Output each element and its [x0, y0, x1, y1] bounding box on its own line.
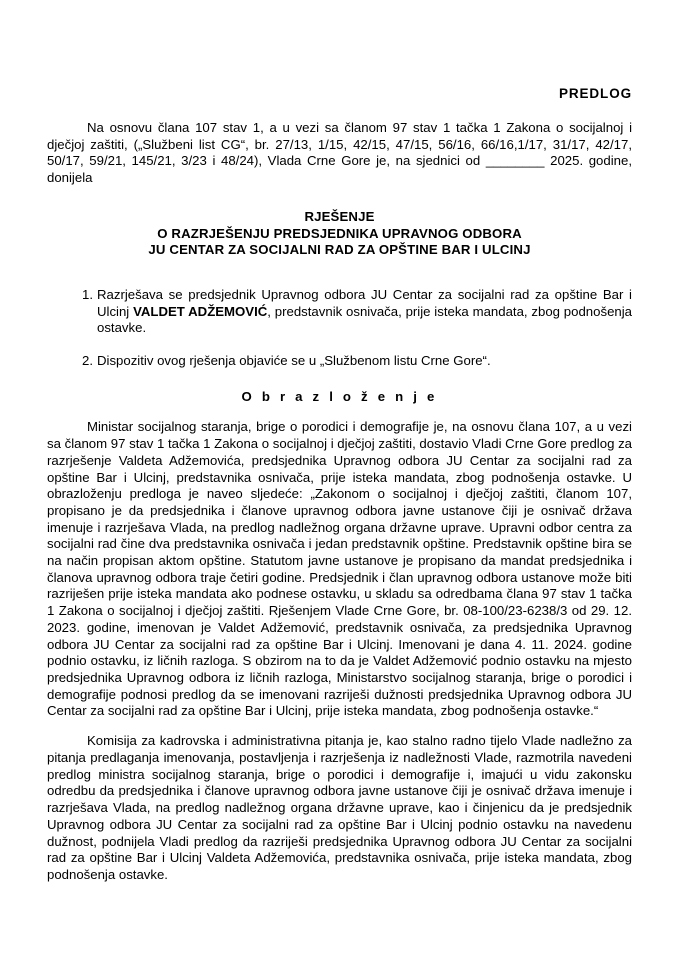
title-line-1: RJEŠENJE: [304, 208, 375, 224]
document-content: [47, 0, 632, 897]
list-item-marker: 1.: [82, 286, 93, 302]
list-item-text-after: , predstavnik osnivača, prije isteka mandata, zbog podnošenja ostavke.: [97, 303, 632, 336]
explanation-paragraph-2: Komisija za kadrovska i administrativna pitanja je, kao stalno radno tijelo Vlade nadležno za pitanja predlaganja imenovanja, postavljenja i razrješenja iz nadležnosti Vlade, razmotrila navedeni predlog ministra socijalnog staranja, brige o porodici i demografije i, imajući u vidu zakonsku odredbu da predsjednika i članove upravnog odbora javne ustanove čiji je osnivač država imenuje i razrješava Vlada, na predlog nadležnog organa državne uprave, kao i činjenicu da je predsjednik Upravnog odbora JU Centar za socijalni rad za opštine Bar i Ulcinj podnio ostavku na navedenu dužnost, podnijela Vladi predlog da razriješi predsjednika Upravnog odbora JU Centar za socijalni rad za opštine Bar i Ulcinj Valdeta Adžemovića, predstavnika osnivača, prije isteka mandata, zbog podnošenja ostavke.: [47, 733, 632, 882]
explanation-paragraph-1: Ministar socijalnog staranja, brige o porodici i demografije je, na osnovu člana 107, a u vezi sa članom 97 stav 1 tačka 1 Zakona o socijalnoj i dječjoj zaštiti, dostavio Vladi Crne Gore predlog za razrješenje Valdeta Adžemovića, predsjednika Upravnog odbora JU Centar za socijalni rad za opštine Bar i Ulcinj, predstavnika osnivača, prije isteka mandata, zbog podnošenja ostavke. U obrazloženju predloga je naveo sljedeće: „Zakonom o socijalnoj i dječjoj zaštiti, članom 107, propisano je da predsjednika i članove upravnog odbora javne ustanove čiji je osnivač država imenuje i razrješava Vlada, na predlog nadležnog organa državne uprave. Upravni odbor centra za socijalni rad čine dva predstavnika osnivača i jedan predstavnik opštine. Predstavnik opštine bira se na način propisan aktom opštine. Statutom javne ustanove je propisano da mandat predsjednika i članova upravnog odbora traje četiri godine. Predsjednik i član upravnog odbora ustanove može biti razriješen prije isteka mandata ako podnese ostavku, u skladu sa odredbama člana 97 stav 1 tačka 1 Zakona o socijalnoj i dječjoj zaštiti. Rješenjem Vlade Crne Gore, br. 08-100/23-6238/3 od 29. 12. 2023. godine, imenovan je Valdet Adžemović, predstavnik osnivača, za predsjednika Upravnog odbora JU Centar za socijalni rad za opštine Bar i Ulcinj. Imenovani je dana 4. 11. 2024. godine podnio ostavku, iz ličnih razloga. S obzirom na to da je Valdet Adžemović podnio ostavku na mjesto predsjednika Upravnog odbora iz ličnih razloga, Ministarstvo socijalnog staranja, brige o porodici i demografije podnosi predlog da se imenovani razriješi dužnosti predsjednika Upravnog odbora JU Centar za socijalni rad za opštine Bar i Ulcinj, prije isteka mandata, zbog podnošenja ostavke.“: [47, 419, 632, 719]
document-title: [47, 209, 632, 259]
list-item-text-before: Razrješava se predsjednik Upravnog odbora JU Centar za socijalni rad za opštine Bar i Ulcinj: [97, 286, 632, 319]
list-item-marker: 2.: [82, 353, 93, 369]
document-tag-predlog: PREDLOG: [558, 86, 632, 101]
legal-basis-paragraph: Na osnovu člana 107 stav 1, a u vezi sa članom 97 stav 1 tačka 1 Zakona o socijalnoj i dječjoj zaštiti, („Službeni list CG“, br. 27/13, 1/15, 42/15, 47/15, 56/16, 66/16,1/17, 31/17, 42/17, 50/17, 59/21, 145/21, 3/23 i 48/24), Vlada Crne Gore je, na sjednici od ________ 2025. godine, donijela: [47, 120, 632, 186]
title-line-2: O RAZRJEŠENJU PREDSJEDNIKA UPRAVNOG ODBORA: [157, 225, 522, 241]
list-item-text-before: Dispozitiv ovog rješenja objaviće se u „Službenom listu Crne Gore“.: [97, 353, 491, 369]
title-line-3: JU CENTAR ZA SOCIJALNI RAD ZA OPŠTINE BAR I ULCINJ: [148, 242, 531, 258]
explanation-heading: O b r a z l o ž e n j e: [241, 388, 438, 404]
dispositive-list: [47, 287, 632, 370]
list-item-name-bold: VALDET ADŽEMOVIĆ: [133, 303, 268, 319]
list-item: [77, 287, 632, 337]
list-item: [77, 353, 632, 370]
